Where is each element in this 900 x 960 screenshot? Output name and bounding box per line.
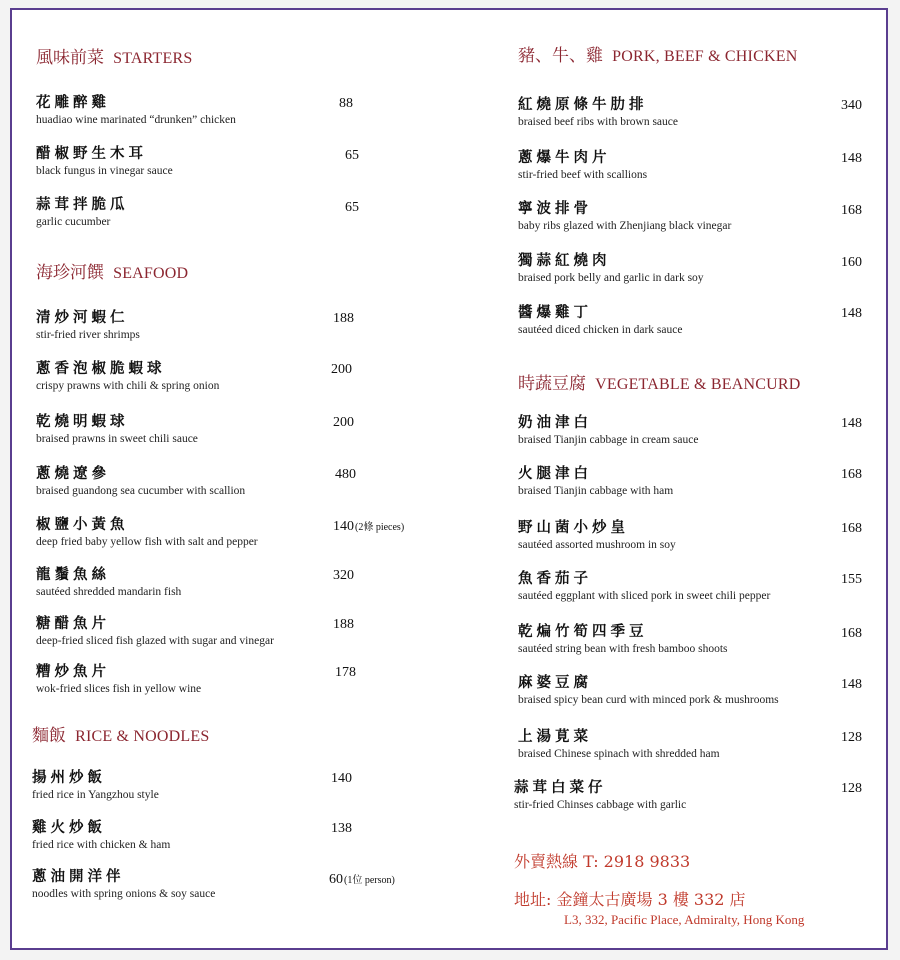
dish-name-zh: 龍鬚魚絲 — [36, 566, 110, 583]
takeaway-hotline: 外賣熱線 T: 2918 9833 — [514, 852, 691, 871]
dish-name-en: black fungus in vinegar sauce — [36, 165, 173, 177]
dish-name-en: braised Tianjin cabbage in cream sauce — [518, 434, 699, 446]
dish-name-en: huadiao wine marinated “drunken” chicken — [36, 114, 236, 126]
dish-name-zh: 醬爆雞丁 — [518, 304, 592, 321]
menu-item — [518, 623, 728, 657]
section-heading-zh: 風味前菜 — [36, 48, 104, 68]
menu-item — [36, 360, 219, 394]
menu-item — [36, 413, 198, 447]
dish-name-en: deep fried baby yellow fish with salt and pepper — [36, 536, 258, 548]
menu-item — [36, 516, 258, 550]
dish-price: 148 — [841, 306, 862, 321]
menu-item — [32, 819, 170, 853]
price-note: (1位 person) — [344, 875, 395, 886]
dish-price: 148 — [841, 677, 862, 692]
dish-name-en: braised beef ribs with brown sauce — [518, 116, 678, 128]
section-heading-en: RICE & NOODLES — [75, 728, 210, 745]
dish-name-zh: 麻婆豆腐 — [518, 674, 592, 691]
menu-item — [518, 200, 731, 234]
dish-name-zh: 上湯莧菜 — [518, 728, 592, 745]
dish-price: 188 — [333, 311, 354, 326]
menu-item — [518, 465, 673, 499]
dish-price: 168 — [841, 521, 862, 536]
section-heading-starters — [36, 43, 192, 68]
dish-price: 480 — [335, 467, 356, 482]
dish-price: 168 — [841, 626, 862, 641]
dish-name-en: crispy prawns with chili & spring onion — [36, 380, 220, 392]
menu-item — [518, 252, 704, 286]
section-heading-zh: 豬、牛、雞 — [518, 46, 603, 66]
section-heading-zh: 時蔬豆腐 — [518, 374, 586, 394]
address-en: L3, 332, Pacific Place, Admiralty, Hong Kong — [564, 912, 805, 927]
dish-name-en: baby ribs glazed with Zhenjiang black vinegar — [518, 220, 732, 232]
menu-item — [36, 615, 274, 649]
section-heading-vegetable-beancurd — [518, 369, 800, 394]
dish-price: 88 — [339, 96, 353, 111]
dish-price: 128 — [841, 781, 862, 796]
dish-name-en: sautéed eggplant with sliced pork in sweet chili pepper — [518, 590, 771, 602]
dish-price: 178 — [335, 665, 356, 680]
dish-price: 65 — [345, 200, 359, 215]
dish-price: 148 — [841, 416, 862, 431]
dish-name-en: sautéed string bean with fresh bamboo shoots — [518, 643, 728, 655]
menu-item — [518, 96, 678, 130]
dish-name-zh: 清炒河蝦仁 — [36, 309, 129, 326]
dish-name-en: stir-fried Chinses cabbage with garlic — [514, 799, 687, 811]
dish-name-en: fried rice in Yangzhou style — [32, 789, 159, 801]
dish-price: 140 — [331, 771, 352, 786]
menu-item — [518, 674, 779, 708]
menu-item — [36, 465, 245, 499]
dish-price: 200 — [331, 362, 352, 377]
dish-price: 140(2條 pieces) — [333, 519, 405, 534]
dish-price: 168 — [841, 203, 862, 218]
section-heading-en: PORK, BEEF & CHICKEN — [612, 48, 798, 65]
menu-item — [518, 570, 770, 604]
dish-name-en: noodles with spring onions & soy sauce — [32, 888, 216, 900]
dish-name-zh: 蔥香泡椒脆蝦球 — [36, 360, 166, 377]
menu-item — [518, 149, 647, 183]
section-heading-seafood — [36, 258, 188, 283]
dish-name-en: braised pork belly and garlic in dark soy — [518, 272, 704, 284]
section-heading-rice-noodles — [32, 721, 209, 746]
dish-name-en: braised Chinese spinach with shredded ham — [518, 748, 720, 760]
dish-name-en: braised guandong sea cucumber with scallion — [36, 485, 246, 497]
dish-name-en: braised Tianjin cabbage with ham — [518, 485, 674, 497]
dish-name-zh: 乾燒明蝦球 — [36, 413, 129, 430]
dish-name-zh: 寧波排骨 — [518, 200, 592, 217]
section-heading-zh: 麵飯 — [32, 726, 66, 746]
dish-price: 148 — [841, 151, 862, 166]
section-heading-en: VEGETABLE & BEANCURD — [595, 376, 801, 393]
dish-name-zh: 蒜茸白菜仔 — [514, 779, 607, 796]
dish-name-en: fried rice with chicken & ham — [32, 839, 171, 851]
dish-price: 200 — [333, 415, 354, 430]
dish-name-zh: 雞火炒飯 — [32, 819, 106, 836]
section-heading-zh: 海珍河饌 — [36, 263, 104, 283]
menu-item — [518, 414, 698, 448]
dish-name-en: garlic cucumber — [36, 216, 111, 228]
dish-name-zh: 蒜茸拌脆瓜 — [36, 196, 129, 213]
menu-item — [36, 566, 181, 600]
dish-name-en: braised spicy bean curd with minced pork & mushrooms — [518, 694, 779, 706]
dish-price: 128 — [841, 730, 862, 745]
menu-item — [36, 145, 173, 179]
dish-name-zh: 火腿津白 — [518, 465, 592, 482]
dish-name-zh: 糟炒魚片 — [36, 663, 110, 680]
dish-name-en: stir-fried beef with scallions — [518, 169, 648, 181]
dish-name-zh: 乾煸竹筍四季豆 — [518, 623, 648, 640]
dish-name-zh: 蔥爆牛肉片 — [518, 149, 611, 166]
menu-item — [36, 663, 201, 697]
dish-name-en: sautéed shredded mandarin fish — [36, 586, 182, 598]
dish-name-zh: 醋椒野生木耳 — [36, 145, 147, 162]
dish-name-zh: 紅燒原條牛肋排 — [518, 96, 648, 113]
dish-name-zh: 奶油津白 — [518, 414, 592, 431]
dish-name-zh: 花雕醉雞 — [36, 94, 110, 111]
dish-price: 138 — [331, 821, 352, 836]
dish-name-en: braised prawns in sweet chili sauce — [36, 433, 198, 445]
menu-item — [36, 309, 140, 343]
menu-item — [518, 304, 682, 338]
dish-price: 60(1位 person) — [329, 872, 395, 887]
menu-item — [518, 519, 676, 553]
dish-name-zh: 蔥油開洋伴 — [32, 868, 125, 885]
dish-name-zh: 魚香茄子 — [518, 570, 592, 587]
section-heading-pork-beef-chicken — [518, 41, 797, 66]
dish-name-en: wok-fried slices fish in yellow wine — [36, 683, 202, 695]
dish-name-en: sautéed diced chicken in dark sauce — [518, 324, 683, 336]
dish-price: 65 — [345, 148, 359, 163]
dish-name-zh: 獨蒜紅燒肉 — [518, 252, 611, 269]
price-note: (2條 pieces) — [355, 522, 405, 533]
dish-price: 320 — [333, 568, 354, 583]
menu-item — [32, 769, 159, 803]
dish-name-zh: 椒鹽小黃魚 — [36, 516, 129, 533]
menu-item — [36, 196, 129, 230]
menu-item — [32, 868, 215, 902]
dish-price: 168 — [841, 467, 862, 482]
dish-price: 188 — [333, 617, 354, 632]
menu-item — [518, 728, 720, 762]
dish-name-zh: 揚州炒飯 — [32, 769, 106, 786]
dish-price: 155 — [841, 572, 862, 587]
dish-name-zh: 糖醋魚片 — [36, 615, 110, 632]
menu-page — [10, 8, 888, 950]
dish-price: 160 — [841, 255, 862, 270]
address-zh: 地址: 金鐘太古廣場 3 樓 332 店 — [514, 890, 746, 909]
dish-name-en: stir-fried river shrimps — [36, 329, 140, 341]
section-heading-en: SEAFOOD — [113, 265, 189, 282]
dish-price: 340 — [841, 98, 862, 113]
menu-item — [36, 94, 236, 128]
section-heading-en: STARTERS — [113, 50, 193, 67]
dish-name-en: deep-fried sliced fish glazed with sugar and vinegar — [36, 635, 274, 647]
dish-name-en: sautéed assorted mushroom in soy — [518, 539, 676, 551]
menu-item — [514, 779, 686, 813]
dish-name-zh: 蔥燒遼參 — [36, 465, 110, 482]
dish-name-zh: 野山菌小炒皇 — [518, 519, 629, 536]
